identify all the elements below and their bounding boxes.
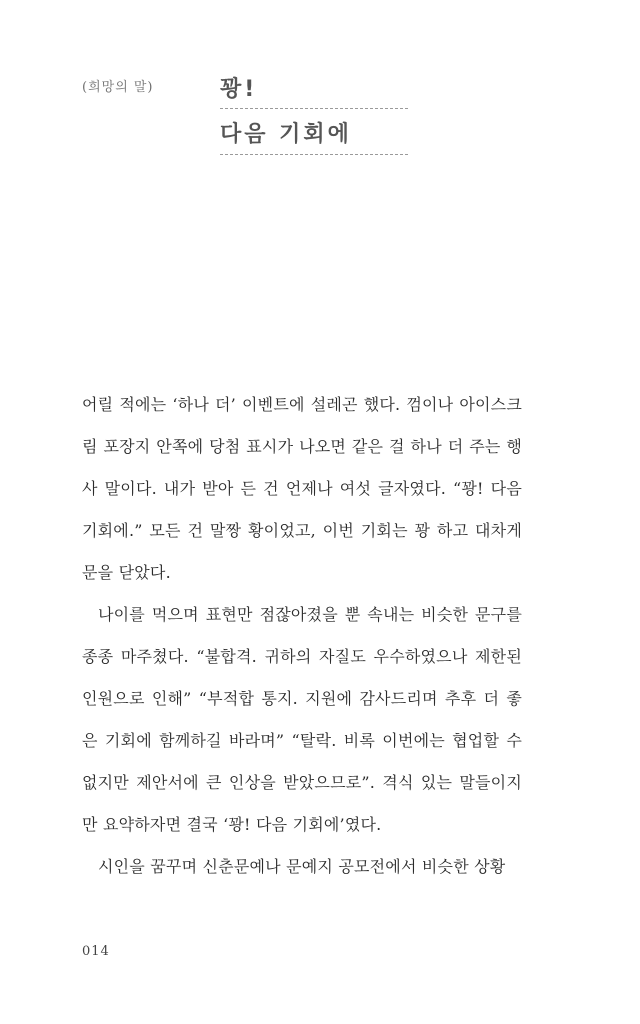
paragraph-2: 나이를 먹으며 표현만 점잖아졌을 뿐 속내는 비슷한 문구를 종종 마주쳤다. “불합격. 귀하의 자질도 우수하였으나 제한된 인원으로 인해” “부적합 통지. 지원에 감사드리며 추후 더 좋은 기회에 함께하길 바라며” “탈락. 비록 이번에는 협업할 수 없지만 제안서에 큰 인상을 받았으므로”. 격식 있는 말들이지만 요약하자면 결국 ‘꽝! 다음 기회에’였다. <box>82 605 522 834</box>
section-category-label: (희망의 말) <box>82 80 154 95</box>
paragraph-3: 시인을 꿈꾸며 신춘문예나 문예지 공모전에서 비슷한 상황 <box>98 857 506 876</box>
page-number: 014 <box>82 944 110 959</box>
body-text <box>82 384 522 888</box>
paragraph-1: 어릴 적에는 ‘하나 더’ 이벤트에 설레곤 했다. 껌이나 아이스크림 포장지 안쪽에 당첨 표시가 나오면 같은 걸 하나 더 주는 행사 말이다. 내가 받아 든 건 언제나 여섯 글자였다. “꽝! 다음 기회에.” 모든 건 말짱 황이었고, 이번 기회는 꽝 하고 대차게 문을 닫았다. <box>82 395 522 582</box>
chapter-title-line-2: 다음 기회에 <box>220 120 408 155</box>
chapter-title-line-1: 꽝! <box>220 76 408 109</box>
